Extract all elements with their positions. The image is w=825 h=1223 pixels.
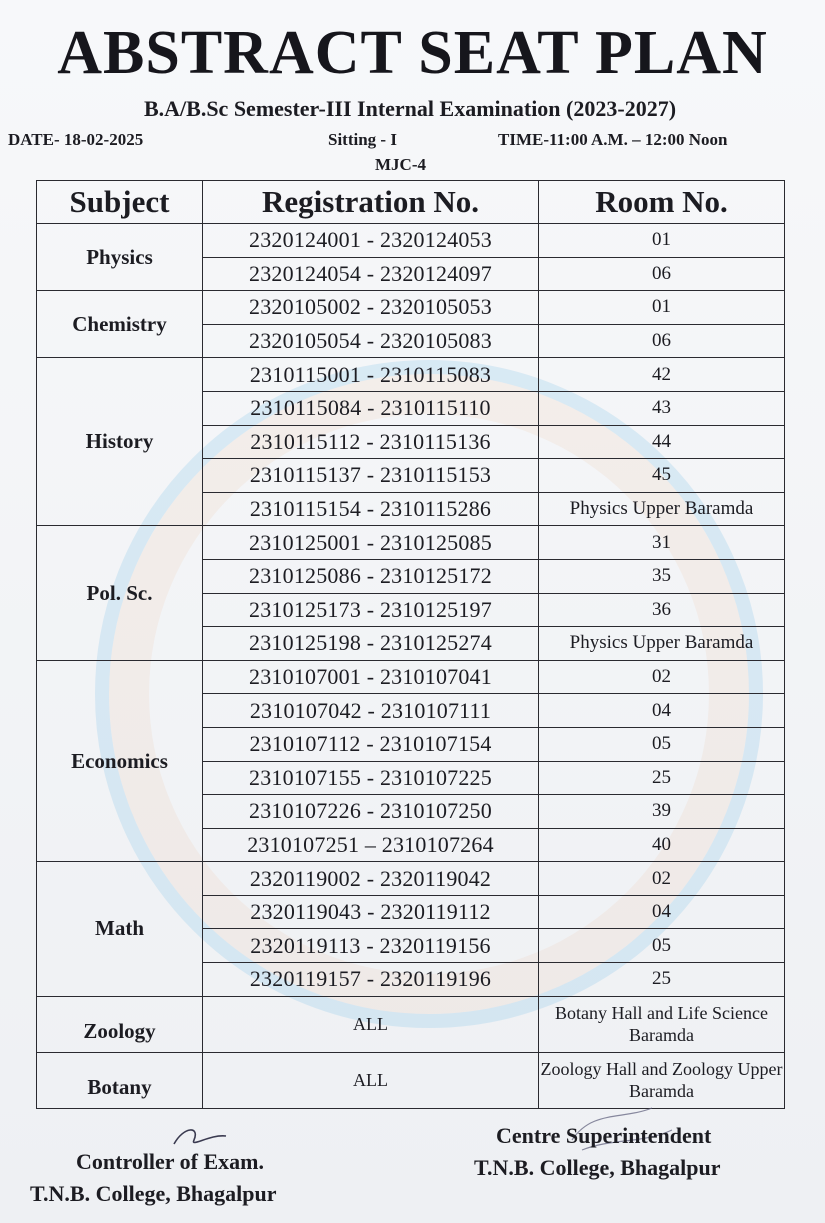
table-row bbox=[37, 526, 785, 560]
exam-time: TIME-11:00 A.M. – 12:00 Noon bbox=[498, 130, 728, 149]
exam-sitting: Sitting - I bbox=[328, 130, 397, 149]
superintendent-title: Centre Superintendent bbox=[496, 1123, 712, 1148]
room-number: 06 bbox=[539, 257, 785, 291]
room-number: 04 bbox=[539, 895, 785, 929]
controller-signature-block bbox=[30, 1146, 370, 1210]
table-row bbox=[37, 862, 785, 896]
registration-range: 2310107226 - 2310107250 bbox=[203, 795, 539, 829]
subject-cell: Botany bbox=[37, 1052, 203, 1108]
registration-range: 2320119157 - 2320119196 bbox=[203, 963, 539, 997]
room-number: 36 bbox=[539, 593, 785, 627]
table-row bbox=[37, 224, 785, 258]
superintendent-signature-block bbox=[474, 1120, 804, 1184]
room-number: 44 bbox=[539, 425, 785, 459]
subject-cell: Pol. Sc. bbox=[37, 526, 203, 660]
registration-range: 2310115001 - 2310115083 bbox=[203, 358, 539, 392]
room-number: 02 bbox=[539, 660, 785, 694]
registration-range: ALL bbox=[203, 996, 539, 1052]
registration-range: 2310107112 - 2310107154 bbox=[203, 727, 539, 761]
table-row bbox=[37, 996, 785, 1052]
page-title: ABSTRACT SEAT PLAN bbox=[57, 19, 768, 87]
room-number: 42 bbox=[539, 358, 785, 392]
controller-college: T.N.B. College, Bhagalpur bbox=[30, 1181, 277, 1206]
room-number: 25 bbox=[539, 963, 785, 997]
registration-range: 2310125198 - 2310125274 bbox=[203, 627, 539, 661]
room-number: 45 bbox=[539, 459, 785, 493]
registration-range: 2310115084 - 2310115110 bbox=[203, 391, 539, 425]
registration-range: 2320119002 - 2320119042 bbox=[203, 862, 539, 896]
room-number: 04 bbox=[539, 694, 785, 728]
room-number: 35 bbox=[539, 559, 785, 593]
registration-range: 2320124001 - 2320124053 bbox=[203, 224, 539, 258]
room-number: 43 bbox=[539, 391, 785, 425]
subject-cell: Chemistry bbox=[37, 291, 203, 358]
room-number: Botany Hall and Life Science Baramda bbox=[539, 996, 785, 1052]
room-number: Physics Upper Baramda bbox=[539, 627, 785, 661]
registration-range: 2310107001 - 2310107041 bbox=[203, 660, 539, 694]
registration-range: 2320119113 - 2320119156 bbox=[203, 929, 539, 963]
room-number: 01 bbox=[539, 291, 785, 325]
registration-range: 2310125173 - 2310125197 bbox=[203, 593, 539, 627]
paper-code: MJC-4 bbox=[375, 155, 426, 174]
registration-range: 2310125001 - 2310125085 bbox=[203, 526, 539, 560]
table-header-row bbox=[37, 181, 785, 224]
room-number: Zoology Hall and Zoology Upper Baramda bbox=[539, 1052, 785, 1108]
registration-range: 2310107155 - 2310107225 bbox=[203, 761, 539, 795]
registration-range: 2320105054 - 2320105083 bbox=[203, 324, 539, 358]
room-number: 31 bbox=[539, 526, 785, 560]
registration-range: 2320119043 - 2320119112 bbox=[203, 895, 539, 929]
room-number: 02 bbox=[539, 862, 785, 896]
registration-range: 2310107251 – 2310107264 bbox=[203, 828, 539, 862]
registration-range: 2310125086 - 2310125172 bbox=[203, 559, 539, 593]
subject-cell: Physics bbox=[37, 224, 203, 291]
registration-range: 2310115112 - 2310115136 bbox=[203, 425, 539, 459]
registration-range: 2320124054 - 2320124097 bbox=[203, 257, 539, 291]
exam-date: DATE- 18-02-2025 bbox=[8, 130, 144, 149]
room-number: 06 bbox=[539, 324, 785, 358]
room-number: Physics Upper Baramda bbox=[539, 492, 785, 526]
registration-range: ALL bbox=[203, 1052, 539, 1108]
room-number: 25 bbox=[539, 761, 785, 795]
room-number: 39 bbox=[539, 795, 785, 829]
subject-cell: History bbox=[37, 358, 203, 526]
table-row bbox=[37, 358, 785, 392]
table-row bbox=[37, 291, 785, 325]
subject-cell: Zoology bbox=[37, 996, 203, 1052]
registration-range: 2310115137 - 2310115153 bbox=[203, 459, 539, 493]
seat-plan-table bbox=[36, 180, 785, 1109]
subject-cell: Economics bbox=[37, 660, 203, 862]
superintendent-college: T.N.B. College, Bhagalpur bbox=[474, 1155, 721, 1180]
table-row bbox=[37, 660, 785, 694]
column-header-registration: Registration No. bbox=[203, 181, 539, 224]
controller-title: Controller of Exam. bbox=[76, 1149, 264, 1174]
registration-range: 2310115154 - 2310115286 bbox=[203, 492, 539, 526]
room-number: 05 bbox=[539, 929, 785, 963]
exam-subtitle: B.A/B.Sc Semester-III Internal Examination (2023-2027) bbox=[143, 96, 677, 121]
subject-cell: Math bbox=[37, 862, 203, 996]
registration-range: 2320105002 - 2320105053 bbox=[203, 291, 539, 325]
room-number: 01 bbox=[539, 224, 785, 258]
column-header-room: Room No. bbox=[539, 181, 785, 224]
room-number: 40 bbox=[539, 828, 785, 862]
registration-range: 2310107042 - 2310107111 bbox=[203, 694, 539, 728]
column-header-subject: Subject bbox=[37, 181, 203, 224]
room-number: 05 bbox=[539, 727, 785, 761]
